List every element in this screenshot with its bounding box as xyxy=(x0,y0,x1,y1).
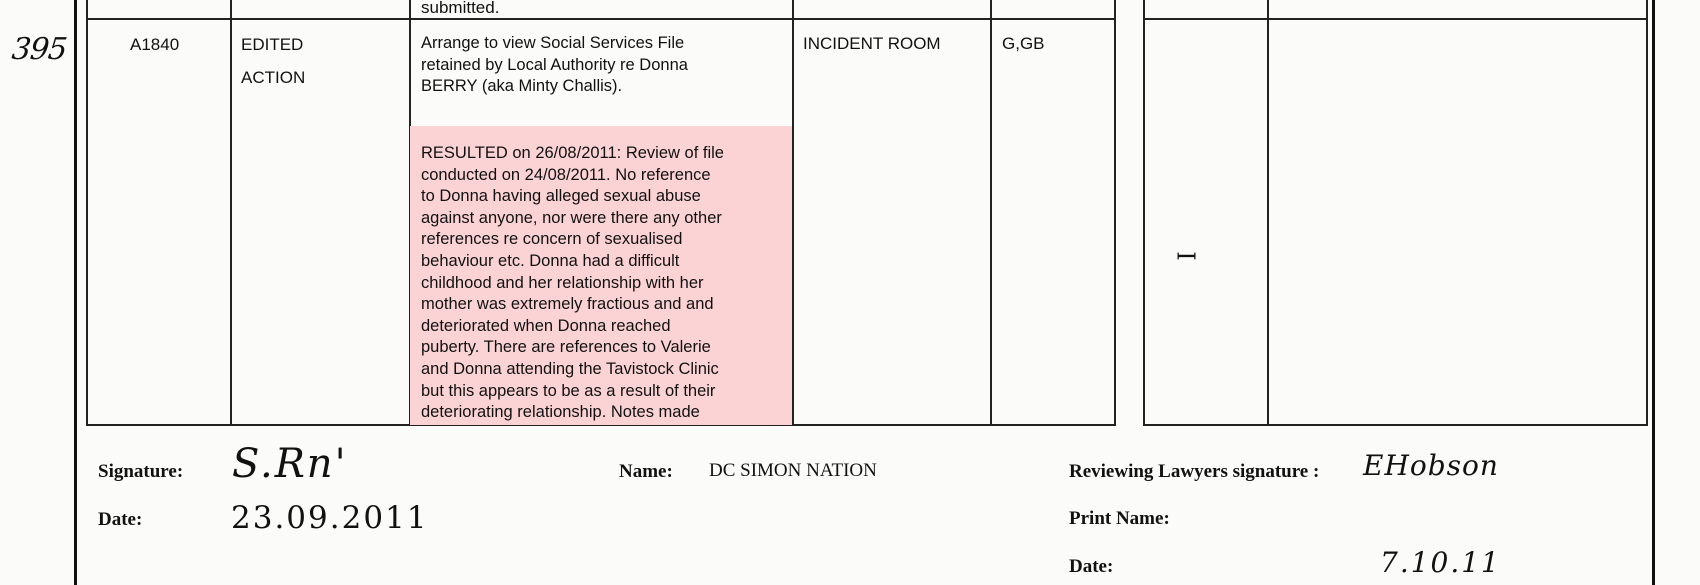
previous-row-text: submitted. xyxy=(421,0,500,17)
action-codes: G,GB xyxy=(1002,34,1045,53)
print-name-label: Print Name: xyxy=(1069,508,1170,529)
row-divider-bottom-right xyxy=(1143,424,1646,426)
col-line xyxy=(990,0,992,426)
result-line: conducted on 24/08/2011. No reference xyxy=(421,165,711,184)
result-line: childhood and her relationship with her xyxy=(421,273,704,292)
result-line: to Donna having alleged sexual abuse xyxy=(421,187,701,206)
action-description xyxy=(421,33,688,98)
col-line xyxy=(1646,0,1648,426)
description-line: BERRY (aka Minty Challis). xyxy=(421,77,623,96)
description-line: retained by Local Authority re Donna xyxy=(421,55,688,74)
row-divider-top xyxy=(86,18,1115,20)
result-line: and Donna attending the Tavistock Clinic xyxy=(421,359,719,378)
handwritten-mark: I xyxy=(1171,251,1200,261)
signature-label: Signature: xyxy=(98,461,184,482)
col-line xyxy=(1143,0,1145,426)
action-result xyxy=(421,143,791,423)
reviewing-lawyer-handwriting: EHobson xyxy=(1363,449,1499,482)
page-frame-left xyxy=(74,0,77,585)
result-line: against anyone, nor were there any other xyxy=(421,208,722,227)
result-line: mother was extremely fractious and and xyxy=(421,295,714,314)
row-divider-top-right xyxy=(1143,18,1646,20)
result-line: RESULTED on 26/08/2011: Review of file xyxy=(421,144,724,162)
signature-handwriting: S.Rn' xyxy=(232,441,348,487)
page-frame-right xyxy=(1652,0,1655,585)
reviewing-lawyer-label: Reviewing Lawyers signature : xyxy=(1069,461,1320,482)
result-line: deteriorating relationship. Notes made xyxy=(421,403,700,422)
action-type-line2: ACTION xyxy=(241,68,306,87)
col-line xyxy=(1267,0,1269,426)
review-date-label: Date: xyxy=(1069,556,1114,577)
date-label: Date: xyxy=(98,509,143,530)
result-line: puberty. There are references to Valerie xyxy=(421,338,711,357)
col-line xyxy=(230,0,232,426)
raised-by: INCIDENT ROOM xyxy=(803,34,941,53)
name-value: DC SIMON NATION xyxy=(709,460,877,481)
result-line: behaviour etc. Donna had a difficult xyxy=(421,251,680,270)
result-line: but this appears to be as a result of their xyxy=(421,381,716,400)
action-type-line1: EDITED xyxy=(241,35,304,54)
col-line xyxy=(1114,0,1116,426)
col-line xyxy=(792,0,794,426)
result-line: deteriorated when Donna reached xyxy=(421,316,671,335)
review-date-handwriting: 7.10.11 xyxy=(1380,546,1501,579)
action-number: A1840 xyxy=(130,35,180,54)
date-handwriting: 23.09.2011 xyxy=(231,500,429,536)
name-label: Name: xyxy=(619,461,673,482)
description-line: Arrange to view Social Services File xyxy=(421,34,685,52)
result-line: references re concern of sexualised xyxy=(421,230,683,249)
margin-page-number: 395 xyxy=(10,32,69,67)
col-line xyxy=(86,0,88,426)
